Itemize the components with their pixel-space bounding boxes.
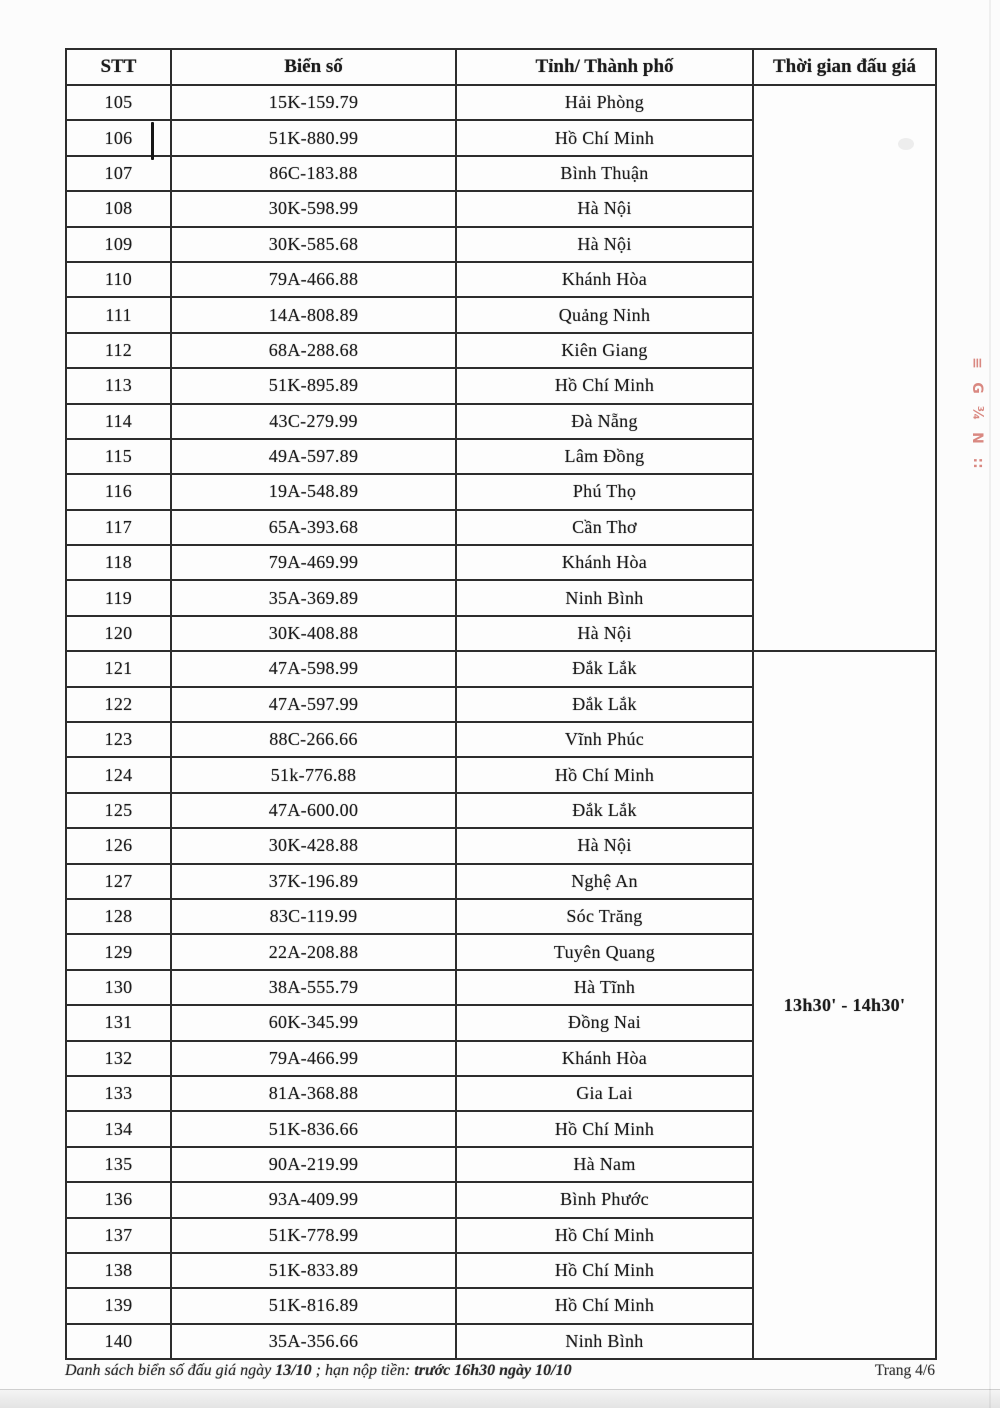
province-cell: Vĩnh Phúc — [456, 722, 753, 757]
table-row — [66, 651, 936, 686]
province-cell: Hải Phòng — [456, 85, 753, 120]
province-cell: Đắk Lắk — [456, 687, 753, 722]
plate-cell: 19A-548.89 — [171, 474, 456, 509]
auction-time-cell: 13h30' - 14h30' — [753, 651, 936, 1359]
province-cell: Lâm Đồng — [456, 439, 753, 474]
scan-edge-shadow — [0, 1389, 1000, 1408]
plate-cell: 51K-836.66 — [171, 1111, 456, 1146]
stt-cell: 115 — [66, 439, 171, 474]
province-cell: Phú Thọ — [456, 474, 753, 509]
stt-cell: 137 — [66, 1218, 171, 1253]
plate-cell: 86C-183.88 — [171, 156, 456, 191]
plate-cell: 43C-279.99 — [171, 404, 456, 439]
province-cell: Bình Phước — [456, 1182, 753, 1217]
scan-smudge — [898, 138, 914, 150]
province-cell: Khánh Hòa — [456, 545, 753, 580]
province-cell: Khánh Hòa — [456, 262, 753, 297]
plate-cell: 68A-288.68 — [171, 333, 456, 368]
plate-cell: 51k-776.88 — [171, 757, 456, 792]
plate-cell: 30K-585.68 — [171, 227, 456, 262]
plate-cell: 38A-555.79 — [171, 970, 456, 1005]
table-row — [66, 85, 936, 120]
plate-cell: 37K-196.89 — [171, 864, 456, 899]
plate-table-body — [66, 85, 936, 1359]
stt-cell: 118 — [66, 545, 171, 580]
footer-note-part: Danh sách biển số đấu giá ngày — [65, 1362, 276, 1379]
province-cell: Hà Nội — [456, 616, 753, 651]
province-cell: Đắk Lắk — [456, 793, 753, 828]
stt-cell: 108 — [66, 191, 171, 226]
province-cell: Gia Lai — [456, 1076, 753, 1111]
province-cell: Sóc Trăng — [456, 899, 753, 934]
stt-cell: 123 — [66, 722, 171, 757]
red-mark-glyph: ∷ — [969, 458, 985, 468]
footer-note — [65, 1362, 572, 1380]
stt-cell: 138 — [66, 1253, 171, 1288]
red-mark-glyph: ≡ — [968, 357, 985, 369]
stt-cell: 136 — [66, 1182, 171, 1217]
plate-cell: 90A-219.99 — [171, 1147, 456, 1182]
page-footer — [65, 1362, 935, 1380]
plate-cell: 14A-808.89 — [171, 297, 456, 332]
stt-cell: 134 — [66, 1111, 171, 1146]
province-cell: Ninh Bình — [456, 1324, 753, 1359]
column-header: Biển số — [171, 49, 456, 85]
plate-cell: 65A-393.68 — [171, 510, 456, 545]
province-cell: Hồ Chí Minh — [456, 368, 753, 403]
plate-cell: 51K-895.89 — [171, 368, 456, 403]
auction-table — [65, 48, 937, 1360]
plate-cell: 30K-408.88 — [171, 616, 456, 651]
pen-mark — [151, 122, 154, 160]
plate-cell: 35A-356.66 — [171, 1324, 456, 1359]
header-row — [66, 49, 936, 85]
stt-cell: 131 — [66, 1005, 171, 1040]
stt-cell: 128 — [66, 899, 171, 934]
plate-cell: 88C-266.66 — [171, 722, 456, 757]
red-margin-marks — [962, 356, 992, 470]
plate-cell: 47A-600.00 — [171, 793, 456, 828]
stt-cell: 112 — [66, 333, 171, 368]
province-cell: Hà Nội — [456, 191, 753, 226]
plate-cell: 79A-469.99 — [171, 545, 456, 580]
province-cell: Kiên Giang — [456, 333, 753, 368]
footer-note-part: trước 16h30 ngày 10/10 — [414, 1362, 572, 1379]
column-header: Tỉnh/ Thành phố — [456, 49, 753, 85]
stt-cell: 140 — [66, 1324, 171, 1359]
stt-cell: 135 — [66, 1147, 171, 1182]
stt-cell: 111 — [66, 297, 171, 332]
plate-cell: 30K-598.99 — [171, 191, 456, 226]
province-cell: Hồ Chí Minh — [456, 757, 753, 792]
province-cell: Ninh Bình — [456, 580, 753, 615]
footer-note-part: ; hạn nộp tiền: — [311, 1362, 415, 1379]
stt-cell: 133 — [66, 1076, 171, 1111]
province-cell: Hồ Chí Minh — [456, 1288, 753, 1323]
stt-cell: 107 — [66, 156, 171, 191]
plate-cell: 30K-428.88 — [171, 828, 456, 863]
red-mark-glyph: N — [969, 432, 985, 444]
stt-cell: 139 — [66, 1288, 171, 1323]
stt-cell: 122 — [66, 687, 171, 722]
province-cell: Tuyên Quang — [456, 934, 753, 969]
plate-cell: 51K-816.89 — [171, 1288, 456, 1323]
stt-cell: 132 — [66, 1041, 171, 1076]
province-cell: Hà Tĩnh — [456, 970, 753, 1005]
province-cell: Khánh Hòa — [456, 1041, 753, 1076]
province-cell: Hồ Chí Minh — [456, 1218, 753, 1253]
province-cell: Hà Nội — [456, 828, 753, 863]
plate-cell: 15K-159.79 — [171, 85, 456, 120]
plate-cell: 47A-597.99 — [171, 687, 456, 722]
province-cell: Hồ Chí Minh — [456, 1253, 753, 1288]
page-number: Trang 4/6 — [874, 1362, 935, 1379]
column-header: STT — [66, 49, 171, 85]
plate-cell: 83C-119.99 — [171, 899, 456, 934]
plate-cell: 51K-880.99 — [171, 120, 456, 155]
province-cell: Hà Nội — [456, 227, 753, 262]
stt-cell: 106 — [66, 120, 171, 155]
plate-cell: 51K-778.99 — [171, 1218, 456, 1253]
stt-cell: 105 — [66, 85, 171, 120]
plate-cell: 81A-368.88 — [171, 1076, 456, 1111]
stt-cell: 126 — [66, 828, 171, 863]
column-header: Thời gian đấu giá — [753, 49, 936, 85]
plate-cell: 93A-409.99 — [171, 1182, 456, 1217]
province-cell: Nghệ An — [456, 864, 753, 899]
stt-cell: 116 — [66, 474, 171, 509]
province-cell: Đồng Nai — [456, 1005, 753, 1040]
stt-cell: 125 — [66, 793, 171, 828]
plate-cell: 49A-597.89 — [171, 439, 456, 474]
stt-cell: 113 — [66, 368, 171, 403]
province-cell: Hà Nam — [456, 1147, 753, 1182]
province-cell: Đà Nẵng — [456, 404, 753, 439]
plate-cell: 79A-466.99 — [171, 1041, 456, 1076]
stt-cell: 121 — [66, 651, 171, 686]
red-mark-glyph: G — [969, 382, 985, 394]
auction-time-cell — [753, 85, 936, 651]
stt-cell: 114 — [66, 404, 171, 439]
province-cell: Hồ Chí Minh — [456, 1111, 753, 1146]
province-cell: Cần Thơ — [456, 510, 753, 545]
province-cell: Bình Thuận — [456, 156, 753, 191]
plate-cell: 35A-369.89 — [171, 580, 456, 615]
plate-cell: 60K-345.99 — [171, 1005, 456, 1040]
province-cell: Hồ Chí Minh — [456, 120, 753, 155]
stt-cell: 119 — [66, 580, 171, 615]
stt-cell: 109 — [66, 227, 171, 262]
stt-cell: 124 — [66, 757, 171, 792]
stt-cell: 130 — [66, 970, 171, 1005]
province-cell: Quảng Ninh — [456, 297, 753, 332]
plate-cell: 22A-208.88 — [171, 934, 456, 969]
stt-cell: 117 — [66, 510, 171, 545]
stt-cell: 110 — [66, 262, 171, 297]
province-cell: Đắk Lắk — [456, 651, 753, 686]
red-mark-glyph: ¾ — [969, 405, 985, 421]
stt-cell: 120 — [66, 616, 171, 651]
stt-cell: 127 — [66, 864, 171, 899]
footer-note-part: 13/10 — [275, 1362, 312, 1379]
plate-cell: 47A-598.99 — [171, 651, 456, 686]
plate-cell: 79A-466.88 — [171, 262, 456, 297]
plate-cell: 51K-833.89 — [171, 1253, 456, 1288]
stt-cell: 129 — [66, 934, 171, 969]
